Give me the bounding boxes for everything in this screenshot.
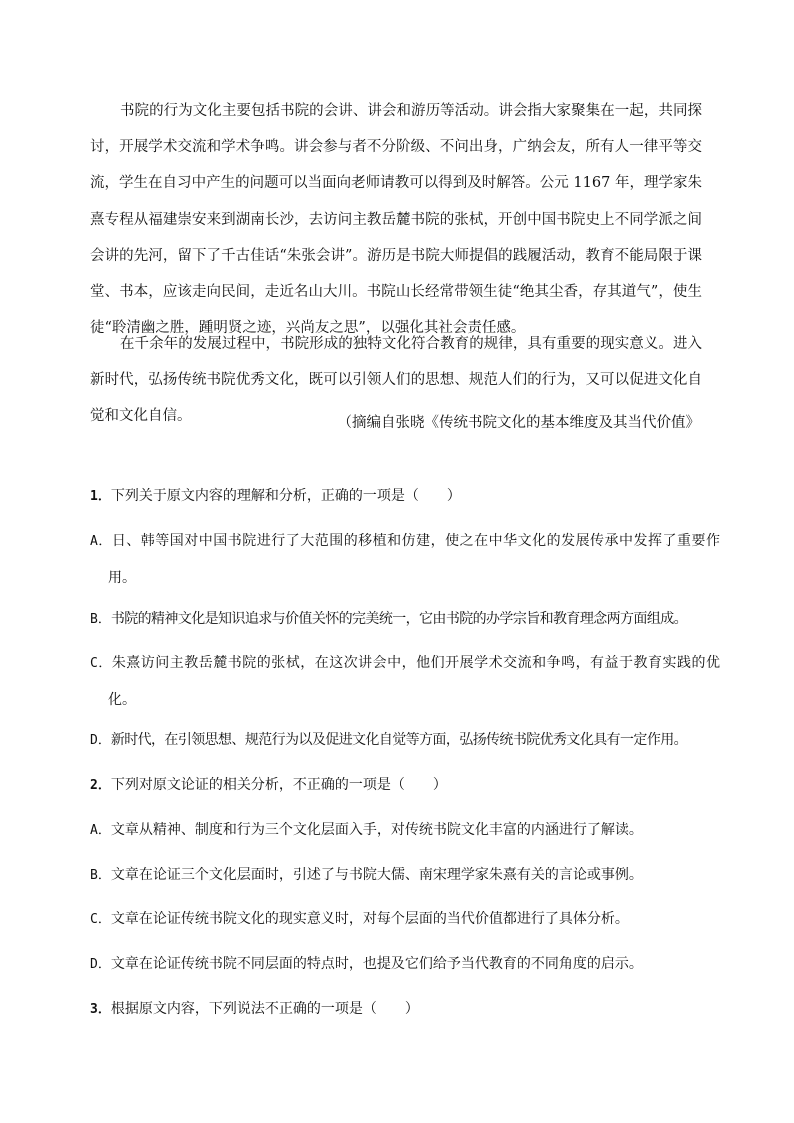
question-1-option-d[interactable]: [90, 728, 720, 753]
option-letter: A．: [90, 823, 111, 838]
option-letter: D．: [90, 957, 111, 972]
question-text: 下列对原文论证的相关分析，不正确的一项是（ ）: [110, 777, 447, 793]
option-text: 朱熹访问主教岳麓书院的张栻，在这次讲会中，他们开展学术交流和争鸣，有益于教育实践的优化。: [108, 655, 720, 708]
question-3-stem: [90, 997, 702, 1022]
question-2-option-d[interactable]: [90, 952, 720, 977]
passage-source: （摘编自张晓《传统书院文化的基本维度及其当代价值》: [337, 415, 700, 431]
question-1-option-c[interactable]: [90, 645, 720, 718]
question-2-option-b[interactable]: [90, 863, 720, 888]
option-letter: C．: [90, 912, 111, 927]
question-2-option-c[interactable]: [90, 907, 720, 932]
passage-paragraph-2: 在千余年的发展过程中，书院形成的独特文化符合教育的规律，具有重要的现实意义。进入新时代，弘扬传统书院优秀文化，既可以引领人们的思想、规范人们的行为，又可以促进文化自觉和文化自信。: [90, 336, 702, 425]
question-text: 下列关于原文内容的理解和分析，正确的一项是（ ）: [110, 488, 461, 504]
option-text: 文章在论证三个文化层面时，引述了与书院大儒、南宋理学家朱熹有关的言论或事例。: [110, 867, 643, 883]
option-letter: D．: [90, 733, 111, 748]
option-letter: B．: [90, 868, 111, 883]
option-text: 新时代，在引领思想、规范行为以及促进文化自觉等方面，弘扬传统书院优秀文化具有一定作用。: [110, 732, 688, 748]
question-text: 根据原文内容，下列说法不正确的一项是（ ）: [110, 1001, 419, 1017]
option-text: 文章在论证传统书院文化的现实意义时，对每个层面的当代价值都进行了具体分析。: [110, 911, 629, 927]
question-2-stem: [90, 773, 702, 798]
question-1-option-b[interactable]: [90, 607, 720, 632]
option-text: 文章从精神、制度和行为三个文化层面入手，对传统书院文化丰富的内涵进行了解读。: [110, 822, 643, 838]
question-1-stem: [90, 484, 702, 509]
question-2-option-a[interactable]: [90, 818, 720, 843]
option-letter: B．: [90, 612, 111, 627]
question-number: 2．: [90, 778, 111, 793]
option-text: 文章在论证传统书院不同层面的特点时，也提及它们给予当代教育的不同角度的启示。: [110, 956, 643, 972]
option-letter: A．: [90, 534, 112, 549]
question-number: 1．: [90, 489, 111, 504]
question-number: 3．: [90, 1002, 111, 1017]
option-letter: C．: [90, 656, 112, 671]
passage-paragraph-1: 书院的行为文化主要包括书院的会讲、讲会和游历等活动。讲会指大家聚集在一起，共同探讨，开展学术交流和学术争鸣。讲会参与者不分阶级、不问出身，广纳会友，所有人一律平等交流，学生在自习中产生的问题可以当面向老师请教可以得到及时解答。公元 1167 年，理学家朱熹专程从福建崇安来到湖南长沙，去访问主教岳麓书院的张栻，开创中国书院史上不同学派之间会讲的先河，留下了千古佳话“朱张会讲”。游历是书院大师提倡的践履活动，教育不能局限于课堂、书本，应该走向民间，走近名山大川。书院山长经常带领生徒“绝其尘香，存其道气”，使生徒“聆清幽之胜，踵明贤之迹，兴尚友之思”，以强化其社会责任感。: [90, 103, 702, 337]
question-1-option-a[interactable]: [90, 523, 720, 596]
option-text: 书院的精神文化是知识追求与价值关怀的完美统一，它由书院的办学宗旨和教育理念两方面组成。: [110, 611, 688, 627]
option-text: 日、韩等国对中国书院进行了大范围的移植和仿建，使之在中华文化的发展传承中发挥了重要作用。: [108, 533, 720, 586]
